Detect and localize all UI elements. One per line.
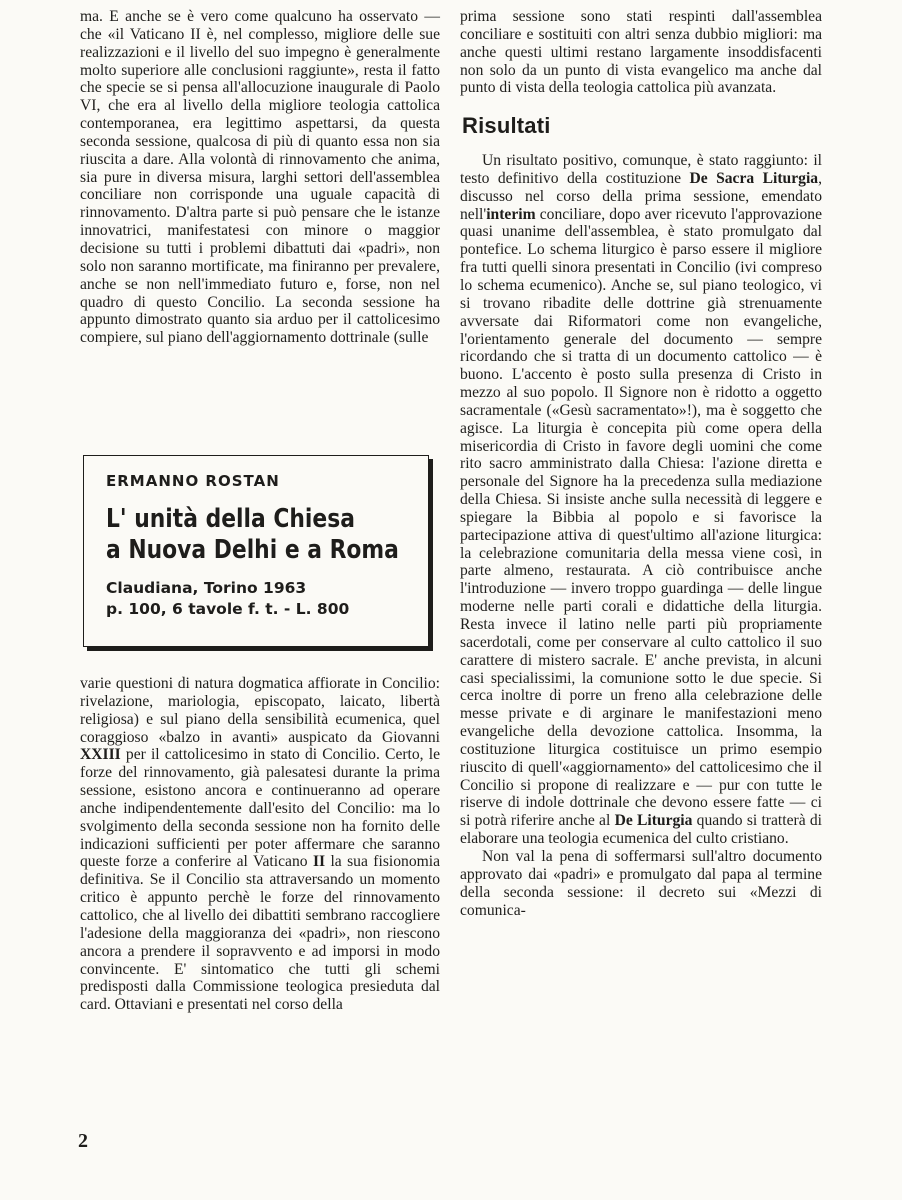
bold-term: De Liturgia	[614, 812, 693, 830]
bold-term: interim	[486, 205, 536, 223]
ad-title-line2: a Nuova Delhi e a Roma	[106, 535, 399, 565]
text-run: conciliare, dopo aver ricevuto l'approvazione quasi unanime dell'assemblea, è stato promulgato dal pontefice. Lo schema liturgico è parso essere il migliore fra tutti quelli sinora presentati in Concilio (ivi compreso lo schema ecumenico). Anche se, sul piano teologico, vi si trovano ribadite delle dottrine già strenuamente avversate dai Riformatori come non evangeliche, l'orientamento generale del documento — sempre ricordando che si tratta di un documento cattolico — è buono. L'accento è posto sulla presenza di Cristo in mezzo al suo popolo. Il Signore non è ridotto a oggetto sacramentale («Gesù sacramentato»!), ma è soggetto che agisce. La liturgia è concepita più come opera della misericordia di Cristo in favore degli uomini che come rito sacro amministrato dalla Chiesa: l'azione diretta e personale del Signore ha la precedenza sulla mediazione della Chiesa. Si insiste anche sulla necessità di leggere e spiegare la Bibbia al popolo e si favorisce la partecipazione attiva di quest'ultimo all'azione liturgica: la celebrazione comunitaria della messa viene così, in parte almeno, restaurata. A ciò contribuisce anche l'introduzione — invero troppo guardinga — delle lingue moderne nelle parti corali e didattiche della liturgia. Resta invece il latino nelle parti più propriamente sacerdotali, come per conservare al culto cattolico il suo carattere di mistero sacrale. E' anche prevista, in alcuni casi specialissimi, la comunione sotto le due specie. Si cerca inoltre di porre un freno alla celebrazione delle messe private e di arginare le manifestazioni meno evangeliche della devozione cattolica. Insomma, la costituzione liturgica costituisce un primo esempio riuscito di quell'«aggiornamento» del cattolicesimo che il Concilio si propone di realizzare e — pur con tutte le riserve di indole dottrinale che devono essere fatte — ci si potrà riferire anche al	[460, 205, 822, 830]
text-run: , discusso nel corso della prima sessione, emendato nell'	[460, 169, 822, 223]
bold-term: II	[312, 853, 326, 871]
text-run: per il cattolicesimo in stato di Concilio. Certo, le forze del rinnovamento, già palesatesi durante la prima sessione, esistono ancora e continueranno ad operare anche indipendentemente dall'esito del Concilio: ma lo svolgimento della seconda sessione non ha fornito delle indicazioni sufficienti per poter affermare che saranno queste forze a conferire al Vaticano	[80, 746, 440, 871]
left-column-bottom	[80, 675, 440, 1014]
book-advertisement-box	[83, 455, 429, 647]
page-number: 2	[78, 1130, 88, 1152]
ad-title-line1: L' unità della Chiesa	[106, 504, 355, 534]
right-column	[460, 8, 822, 919]
paragraph: ma. E anche se è vero come qualcuno ha osservato — che «il Vaticano II è, nel complesso, migliore delle sue realizzazioni e il livello del suo impegno è generalmente molto superiore alle conclusioni raggiunte», resta il fatto che specie se si pensa all'allocuzione inaugurale di Paolo VI, che era al livello della migliore teologia cattolica contemporanea, era legittimo aspettarsi, da questa seconda sessione, qualcosa di più di quanto essa non sia riuscita a dare. Alla volontà di rinnovamento che anima, sia pure in diversa misura, larghi settori dell'assemblea conciliare non corrisponde una uguale capacità di rinnovamento. D'altra parte si può pensare che le istanze innovatrici, manifestatesi con minore o maggior decisione su tutti i problemi dibattuti dai «padri», non solo non saranno mortificate, ma finiranno per prevalere, anche se non nell'immediato futuro e, forse, non nel quadro di questo Concilio. La seconda sessione ha appunto dimostrato quanto sia arduo per il cattolicesimo compiere, sul piano dell'aggiornamento dottrinale (sulle	[80, 8, 440, 347]
paragraph: Non val la pena di soffermarsi sull'altro documento approvato dai «padri» e promulgato dal papa al termine della seconda sessione: il decreto sui «Mezzi di comunica-	[460, 847, 822, 919]
ad-author: ERMANNO ROSTAN	[106, 472, 280, 490]
paragraph	[460, 152, 822, 848]
text-run: varie questioni di natura dogmatica affiorate in Concilio: rivelazione, mariologia, episcopato, laicato, libertà religiosa) e sul piano della sensibilità ecumenica, quel coraggioso «balzo in avanti» auspicato da Giovanni	[80, 675, 440, 746]
text-run: quando si tratterà di elaborare una teologia ecumenica del culto cristiano.	[460, 812, 822, 848]
bold-term: De Sacra Liturgia	[689, 169, 819, 187]
section-heading: Risultati	[462, 113, 551, 139]
paragraph: prima sessione sono stati respinti dall'assemblea conciliare e sostituiti con altri senza dubbio migliori: ma anche questi ultimi restano largamente insoddisfacenti non solo da un punto di vista evangelico ma anche dal punto di vista della teologia cattolica più avanzata.	[460, 8, 822, 97]
bold-term: XXIII	[80, 746, 121, 764]
text-run: la sua fisionomia definitiva. Se il Concilio sta attraversando un momento critico è appunto perchè le forze del rinnovamento cattolico, che al livello dei dibattiti sembrano raccogliere l'adesione della maggioranza dei «padri», non riescono ancora a prendere il sopravvento e ad imporsi in modo convincente. E' sintomatico che tutti gli schemi predisposti dalla Commissione teologica presieduta dal card. Ottaviani e presentati nel corso della	[80, 853, 440, 1014]
paragraph	[80, 675, 440, 1014]
left-column-top	[80, 8, 440, 347]
ad-publisher: Claudiana, Torino 1963	[106, 579, 307, 597]
ad-book-info: p. 100, 6 tavole f. t. - L. 800	[106, 600, 350, 618]
text-run: Un risultato positivo, comunque, è stato raggiunto: il testo definitivo della costituzione	[460, 152, 822, 187]
